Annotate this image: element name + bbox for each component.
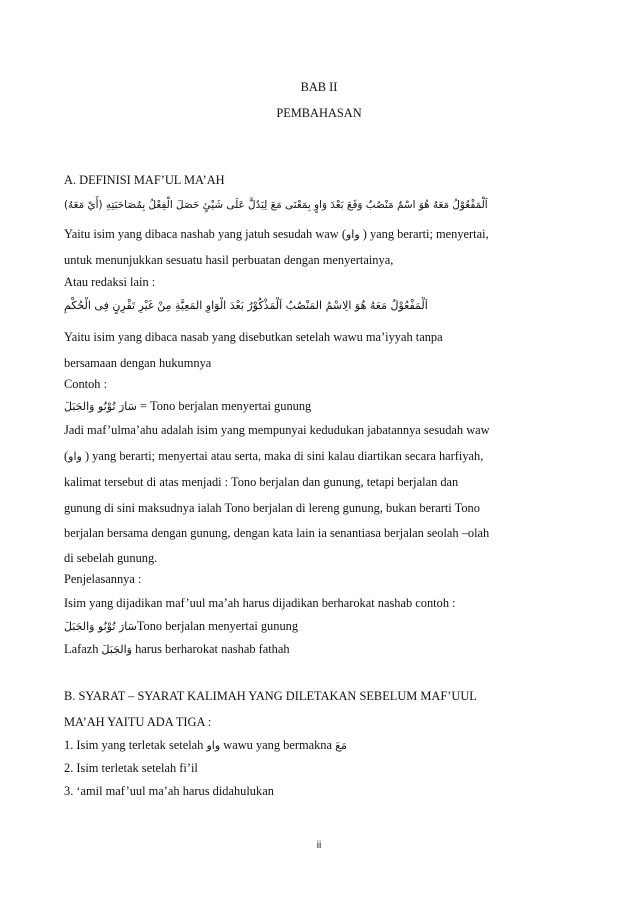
section-b-heading-line-2: MA’AH YAITU ADA TIGA :: [64, 715, 212, 729]
ma-glyph: مَعَ: [335, 739, 347, 752]
paragraph-open-paren: (: [64, 449, 69, 463]
arabic-definition-2: اَلْمَفْعُوْلُ مَعَهُ هُوَ الِاسْمُ المَنْصُبُ اَلْمَذْكُوْرُ بَعْدَ الْوَاوِ المَعِيَّةِ مِنْ غَيْرِ تَقْرِنٍ فِى الْحُكْمِ: [64, 299, 428, 312]
example-line: [64, 397, 574, 416]
waw-glyph: واو: [206, 739, 221, 752]
example-arabic: سَارَ تُوْنُو وَالجَبَلَ: [64, 400, 137, 413]
lafazh-pre: Lafazh: [64, 642, 99, 656]
arabic-definition-1: اَلْمَفْعُوْلُ مَعَهُ هُوَ اسْمٌ مَنْصُبٌ وَقَعَ بَعْدَ وَاوٍ بِمَعْنَى مَعَ لِيَدُلَّ عَلَى شَيْئٍ حَصَلَ الْفِعْلُ بِمُصَاحَبَتِهِ (أَيْ مَعَهُ): [64, 199, 488, 211]
definition-2-line-1: Yaitu isim yang dibaca nasab yang disebutkan setelah wawu ma’iyyah tanpa: [64, 330, 443, 344]
paragraph-line-6: di sebelah gunung.: [64, 551, 158, 565]
lafazh-arabic: وَالجَبَلَ: [101, 643, 132, 656]
paragraph-line-2-post: ) yang berarti; menyertai atau serta, maka di sini kalau diartikan secara harfiyah,: [84, 449, 484, 463]
waw-glyph: واو: [345, 228, 360, 241]
definition-1-pre: Yaitu isim yang dibaca nashab yang jatuh sesudah waw (: [64, 227, 346, 241]
explanation-translation: Tono berjalan menyertai gunung: [136, 619, 299, 633]
lafazh-line: [64, 640, 574, 659]
syarat-item-1-mid: wawu yang bermakna: [223, 738, 332, 752]
explanation-example: [64, 617, 574, 636]
lafazh-post: harus berharokat nashab fathah: [135, 642, 290, 656]
example-translation: = Tono berjalan menyertai gunung: [139, 399, 312, 413]
explanation-label: Penjelasannya :: [64, 572, 142, 586]
definition-2-line-2: bersamaan dengan hukumnya: [64, 356, 212, 370]
waw-glyph: واو: [68, 450, 82, 463]
section-b-heading-line-1: B. SYARAT – SYARAT KALIMAH YANG DILETAKAN SEBELUM MAF’UUL: [64, 689, 477, 703]
syarat-item-2: 2. Isim terletak setelah fi’il: [64, 761, 198, 775]
definition-1-post: ) yang berarti; menyertai,: [362, 227, 489, 241]
definition-1-line-2: untuk menunjukkan sesuatu hasil perbuatan dengan menyertainya,: [64, 253, 394, 267]
paragraph-line-2: [64, 447, 574, 466]
chapter-label: BAB II: [300, 80, 338, 94]
example-label: Contoh :: [64, 377, 108, 391]
paragraph-line-5: berjalan bersama dengan gunung, dengan kata lain ia senantiasa berjalan seolah –olah: [64, 526, 490, 540]
syarat-item-1-pre: 1. Isim yang terletak setelah: [64, 738, 204, 752]
explanation-line-1: Isim yang dijadikan maf’uul ma’ah harus dijadikan berharokat nashab contoh :: [64, 596, 456, 610]
paragraph-line-3: kalimat tersebut di atas menjadi : Tono berjalan dan gunung, tetapi berjalan dan: [64, 475, 459, 489]
syarat-item-1: [64, 736, 574, 755]
syarat-item-3: 3. ‘amil maf’uul ma’ah harus didahulukan: [64, 784, 274, 798]
alt-redaction-label: Atau redaksi lain :: [64, 275, 156, 289]
page-number: ii: [316, 840, 322, 851]
paragraph-line-1: Jadi maf’ulma’ahu adalah isim yang mempunyai kedudukan jabatannya sesudah waw: [64, 423, 490, 437]
section-a-heading: A. DEFINISI MAF’UL MA’AH: [64, 173, 225, 187]
chapter-title: PEMBAHASAN: [276, 106, 362, 120]
paragraph-line-4: gunung di sini maksudnya ialah Tono berjalan di lereng gunung, bukan berarti Tono: [64, 501, 480, 515]
explanation-arabic: سَارَ تُوْنُو وَالجَبَلَ: [64, 620, 137, 633]
definition-1-line-1: [64, 225, 574, 244]
